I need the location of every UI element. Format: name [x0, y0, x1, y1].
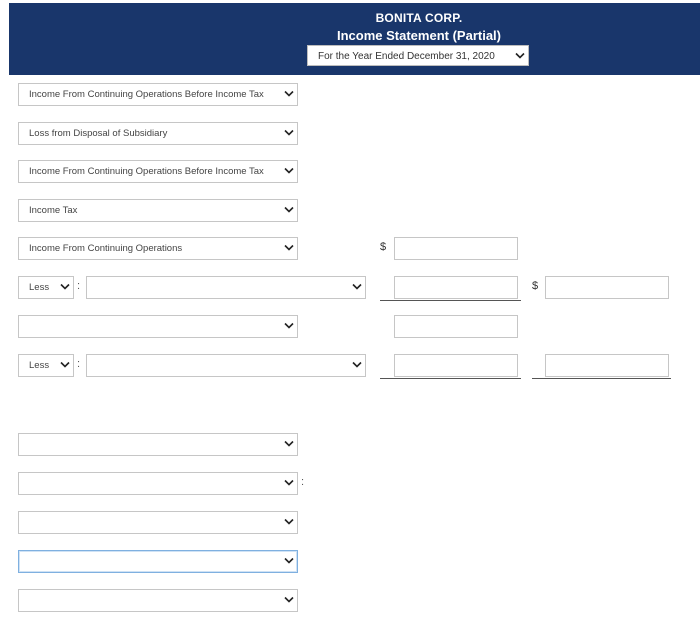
row6-amount-input[interactable] — [394, 276, 518, 299]
dollar-sign: $ — [380, 241, 387, 253]
chevron-down-icon — [352, 361, 361, 370]
chevron-down-icon — [284, 557, 293, 566]
period-select[interactable] — [307, 45, 529, 66]
statement-title: Income Statement (Partial) — [337, 28, 501, 43]
row6-less-value: Less — [29, 282, 50, 293]
row7-account-select[interactable] — [18, 315, 298, 338]
row4-account-select[interactable] — [18, 199, 298, 222]
row5-amount-input[interactable] — [394, 237, 518, 260]
chevron-down-icon — [284, 90, 293, 99]
row8-total-underline — [532, 378, 671, 379]
chevron-down-icon — [284, 596, 293, 605]
chevron-down-icon — [284, 206, 293, 215]
chevron-down-icon — [60, 361, 69, 370]
row6-account-select[interactable] — [86, 276, 366, 299]
row3-account-select[interactable] — [18, 160, 298, 183]
chevron-down-icon — [284, 322, 293, 331]
row6-less-select[interactable] — [18, 276, 74, 299]
row2-account-select[interactable] — [18, 122, 298, 145]
row6-total-input[interactable] — [545, 276, 669, 299]
row5-account-value: Income From Continuing Operations — [29, 243, 183, 254]
colon-label: : — [301, 476, 305, 488]
chevron-down-icon — [515, 52, 524, 61]
row2-account-value: Loss from Disposal of Subsidiary — [29, 128, 168, 139]
chevron-down-icon — [284, 440, 293, 449]
row10-account-select[interactable] — [18, 472, 298, 495]
chevron-down-icon — [284, 244, 293, 253]
row6-underline — [380, 300, 521, 301]
row8-less-value: Less — [29, 360, 50, 371]
dollar-sign: $ — [532, 280, 539, 292]
colon-label: : — [77, 280, 81, 292]
row9-account-select[interactable] — [18, 433, 298, 456]
company-name: BONITA CORP. — [375, 11, 463, 25]
statement-header — [9, 3, 700, 75]
chevron-down-icon — [60, 283, 69, 292]
row8-less-select[interactable] — [18, 354, 74, 377]
chevron-down-icon — [352, 283, 361, 292]
chevron-down-icon — [284, 479, 293, 488]
row8-account-select[interactable] — [86, 354, 366, 377]
row7-amount-input[interactable] — [394, 315, 518, 338]
period-select-value: For the Year Ended December 31, 2020 — [318, 51, 495, 62]
row4-account-value: Income Tax — [29, 205, 78, 216]
row12-account-select[interactable] — [18, 550, 298, 573]
row8-amount-input[interactable] — [394, 354, 518, 377]
row3-account-value: Income From Continuing Operations Before Income Tax — [29, 166, 264, 177]
chevron-down-icon — [284, 518, 293, 527]
chevron-down-icon — [284, 129, 293, 138]
row1-account-select[interactable] — [18, 83, 298, 106]
row13-account-select[interactable] — [18, 589, 298, 612]
row5-account-select[interactable] — [18, 237, 298, 260]
chevron-down-icon — [284, 167, 293, 176]
row8-total-input[interactable] — [545, 354, 669, 377]
row11-account-select[interactable] — [18, 511, 298, 534]
row8-underline — [380, 378, 521, 379]
row1-account-value: Income From Continuing Operations Before Income Tax — [29, 89, 264, 100]
colon-label: : — [77, 358, 81, 370]
